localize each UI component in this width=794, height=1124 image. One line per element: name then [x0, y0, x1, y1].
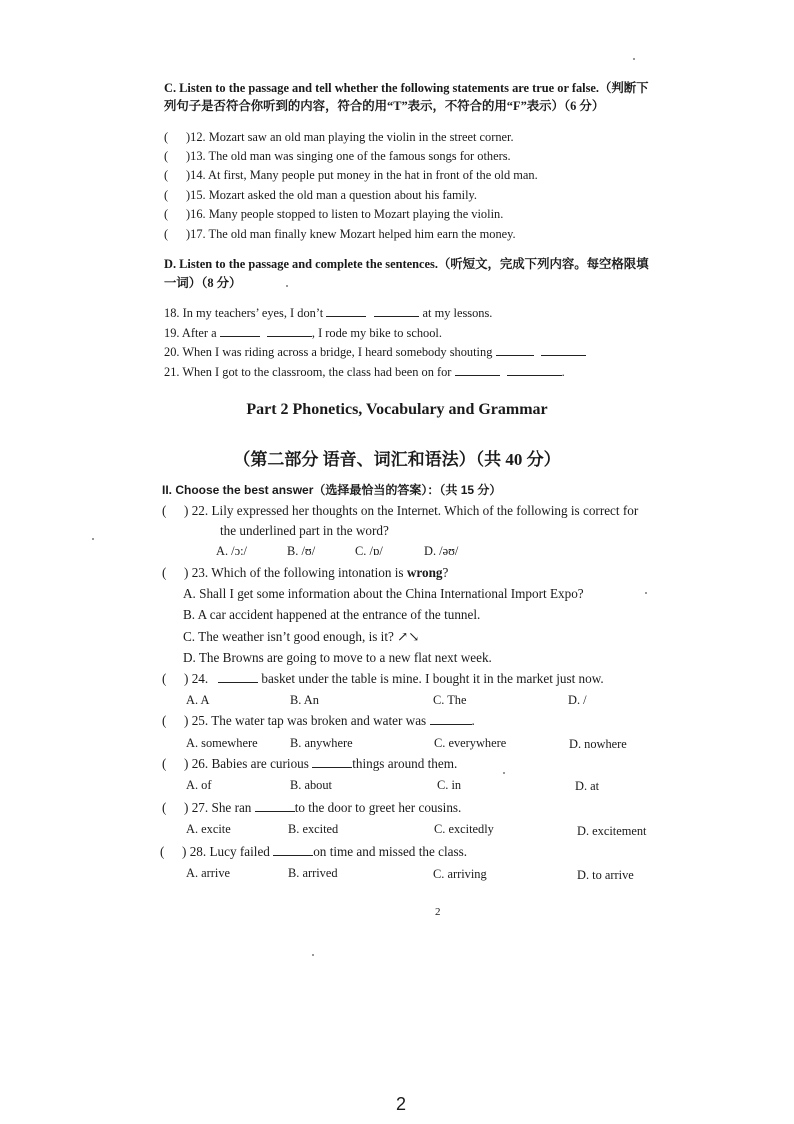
scan-speck	[286, 285, 288, 287]
question-26-option-b[interactable]: B. about	[290, 778, 332, 792]
question-28: ( ) 28. Lucy failed on time and missed the class.	[160, 844, 468, 859]
question-22-option-a[interactable]: A. /ɔ:/	[216, 544, 247, 558]
answer-blank[interactable]	[273, 844, 313, 856]
question-27: ( ) 27. She ran to the door to greet her cousins.	[162, 800, 462, 815]
question-27-option-d[interactable]: D. excitement	[577, 824, 647, 838]
question-25-option-c[interactable]: C. everywhere	[434, 736, 507, 750]
section-ii-heading: II. Choose the best answer（选择最恰当的答案）：（共 15 分）	[162, 483, 502, 497]
question-24-option-c[interactable]: C. The	[433, 693, 467, 707]
scan-speck	[312, 954, 314, 956]
page-number-small: 2	[435, 906, 441, 918]
list-item: ( )12. Mozart saw an old man playing the violin in the street corner.	[164, 130, 514, 144]
list-item: ( )13. The old man was singing one of the famous songs for others.	[164, 149, 511, 163]
question-28-option-d[interactable]: D. to arrive	[577, 868, 634, 882]
fill-in-item-18: 18. In my teachers’ eyes, I don’t at my lessons.	[164, 306, 493, 320]
section-c-heading-line2: 列句子是否符合你听到的内容，符合的用“T”表示，不符合的用“F”表示）（6 分）	[164, 99, 605, 113]
answer-blank[interactable]	[218, 671, 258, 683]
question-23: ( ) 23. Which of the following intonation is wrong?	[162, 565, 449, 580]
question-23-option-c[interactable]: C. The weather isn’t good enough, is it? ↗↘	[183, 629, 420, 644]
answer-blank[interactable]	[267, 325, 312, 337]
answer-blank[interactable]	[430, 713, 472, 725]
question-23-option-d[interactable]: D. The Browns are going to move to a new flat next week.	[183, 650, 492, 665]
answer-blank[interactable]	[507, 364, 562, 376]
question-28-option-c[interactable]: C. arriving	[433, 867, 487, 881]
question-23-option-b[interactable]: B. A car accident happened at the entrance of the tunnel.	[183, 607, 481, 622]
question-22-option-b[interactable]: B. /ʊ/	[287, 544, 316, 558]
question-23-option-a[interactable]: A. Shall I get some information about the China International Import Expo?	[183, 586, 584, 601]
question-26: ( ) 26. Babies are curious things around them.	[162, 756, 458, 771]
answer-blank[interactable]	[374, 305, 419, 317]
question-24-option-a[interactable]: A. A	[186, 693, 210, 707]
answer-blank[interactable]	[220, 325, 260, 337]
question-26-option-a[interactable]: A. of	[186, 778, 212, 792]
question-22-option-c[interactable]: C. /ɒ/	[355, 544, 383, 558]
question-25-option-a[interactable]: A. somewhere	[186, 736, 258, 750]
answer-blank[interactable]	[455, 364, 500, 376]
answer-blank[interactable]	[541, 344, 586, 356]
question-22: ( ) 22. Lily expressed her thoughts on the Internet. Which of the following is correct for	[162, 503, 639, 518]
answer-blank[interactable]	[326, 305, 366, 317]
question-24-option-d[interactable]: D. /	[568, 693, 587, 707]
list-item: ( )17. The old man finally knew Mozart helped him earn the money.	[164, 227, 516, 241]
section-d-heading-line2: 一词）（8 分）	[164, 276, 242, 290]
part2-title: Part 2 Phonetics, Vocabulary and Grammar	[246, 401, 548, 418]
question-25: ( ) 25. The water tap was broken and water was .	[162, 713, 475, 728]
scan-speck	[92, 538, 94, 540]
question-27-option-a[interactable]: A. excite	[186, 822, 231, 836]
page-number-large: 2	[396, 1094, 407, 1114]
answer-blank[interactable]	[312, 756, 352, 768]
question-25-option-d[interactable]: D. nowhere	[569, 737, 627, 751]
question-24-option-b[interactable]: B. An	[290, 693, 319, 707]
question-27-option-c[interactable]: C. excitedly	[434, 822, 494, 836]
question-28-option-b[interactable]: B. arrived	[288, 866, 338, 880]
fill-in-item-20: 20. When I was riding across a bridge, I heard somebody shouting	[164, 344, 586, 360]
question-22-option-d[interactable]: D. /əʊ/	[424, 544, 459, 558]
fill-in-item-21: 21. When I got to the classroom, the class had been on for .	[164, 365, 565, 379]
question-28-option-a[interactable]: A. arrive	[186, 866, 231, 880]
list-item: ( )16. Many people stopped to listen to Mozart playing the violin.	[164, 207, 504, 221]
scan-speck	[503, 772, 505, 774]
question-25-option-b[interactable]: B. anywhere	[290, 736, 353, 750]
question-26-option-c[interactable]: C. in	[437, 778, 462, 792]
list-item: ( )14. At first, Many people put money in the hat in front of the old man.	[164, 168, 538, 182]
scan-speck	[645, 592, 647, 594]
question-24: ( ) 24. basket under the table is mine. I bought it in the market just now.	[162, 671, 604, 686]
list-item: ( )15. Mozart asked the old man a question about his family.	[164, 188, 478, 202]
question-27-option-b[interactable]: B. excited	[288, 822, 339, 836]
answer-blank[interactable]	[496, 344, 534, 356]
question-22-line2: the underlined part in the word?	[220, 523, 389, 538]
question-26-option-d[interactable]: D. at	[575, 779, 600, 793]
scan-speck	[633, 58, 635, 60]
fill-in-item-19: 19. After a , I rode my bike to school.	[164, 326, 442, 340]
section-d-heading-line1: D. Listen to the passage and complete the sentences.（听短文，完成下列内容。每空格限填	[164, 257, 649, 271]
part2-subtitle: （第二部分 语音、词汇和语法）（共 40 分）	[233, 450, 561, 469]
answer-blank[interactable]	[255, 800, 295, 812]
section-c-heading-line1: C. Listen to the passage and tell whether the following statements are true or false.（判断下	[164, 81, 649, 95]
